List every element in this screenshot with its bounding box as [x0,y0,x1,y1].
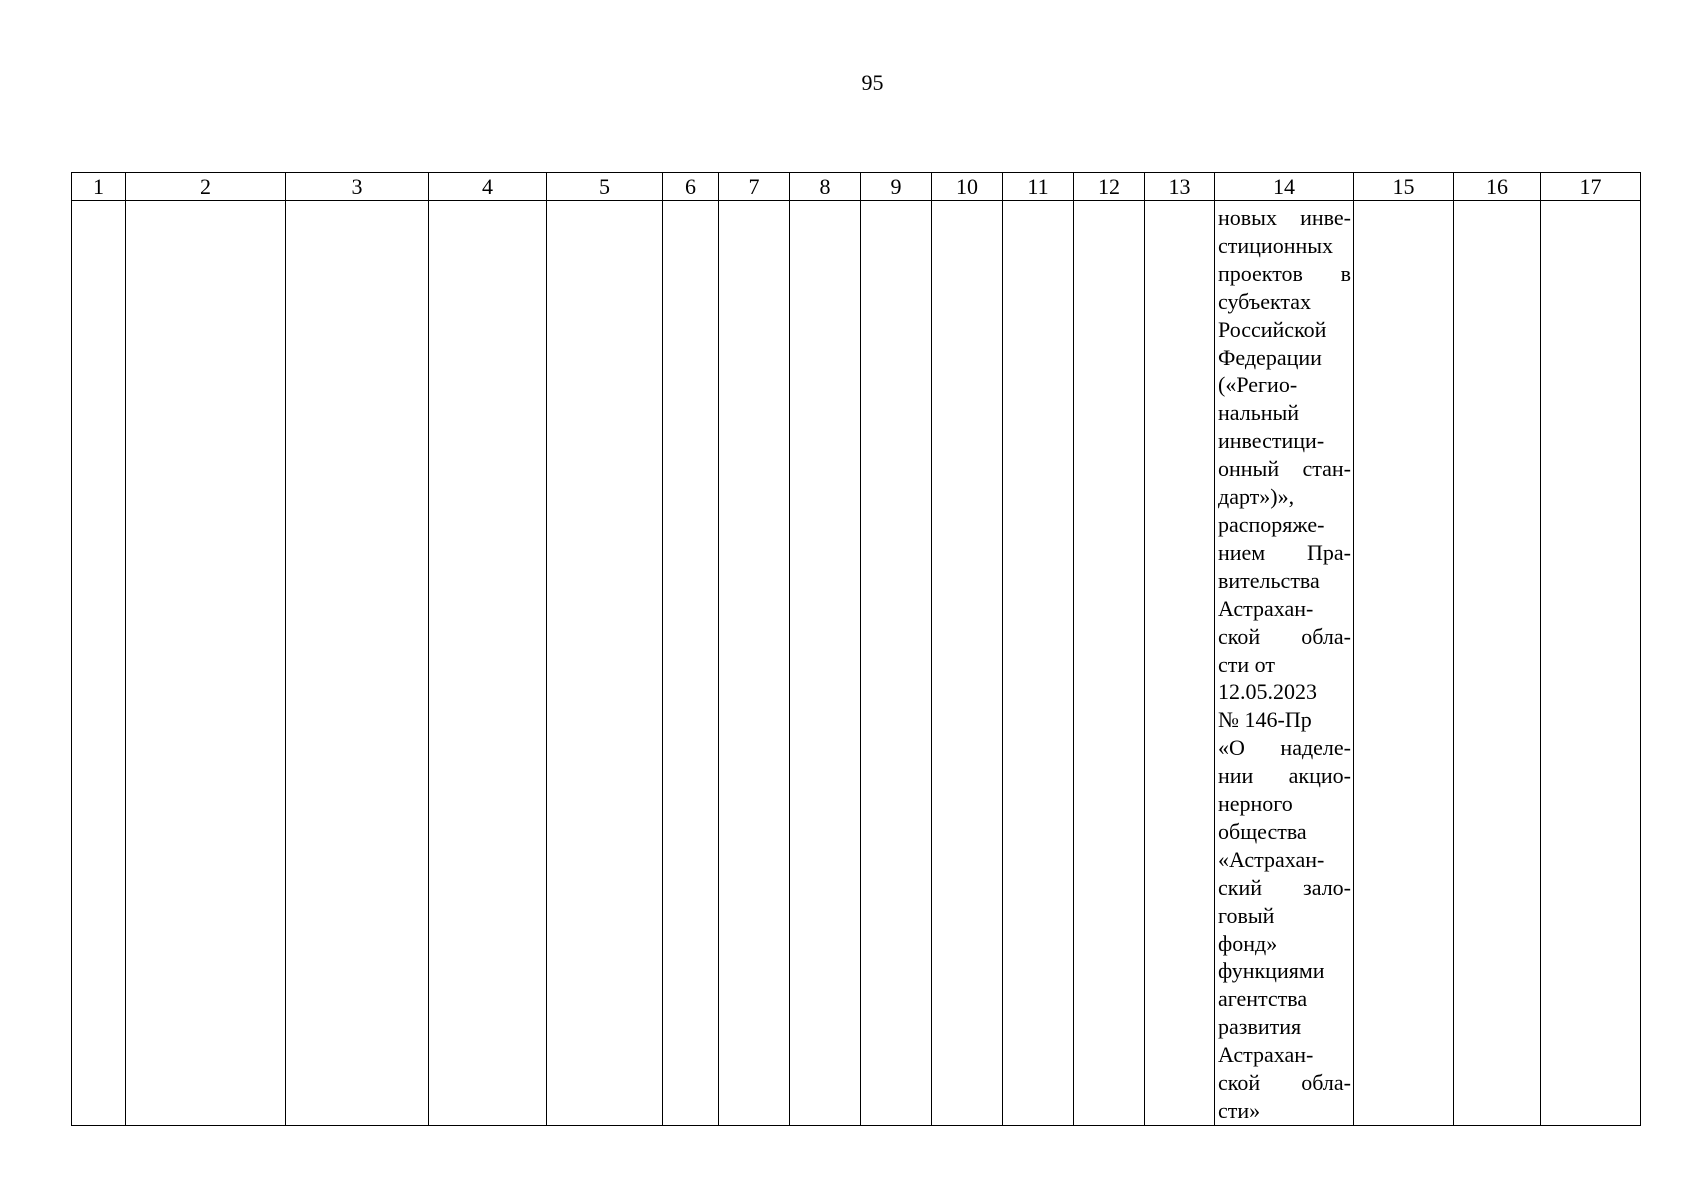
text-line: ской обла- [1218,623,1351,649]
table-cell-col-9 [861,201,932,1126]
table-cell-col-7 [719,201,790,1126]
table-cell-col-3 [286,201,429,1126]
page-number: 95 [861,70,884,95]
column-header-16: 16 [1454,173,1541,201]
column-header-12: 12 [1074,173,1145,201]
table-cell-col-11 [1003,201,1074,1126]
column-header-14: 14 [1215,173,1354,201]
table-cell-col-4 [429,201,547,1126]
column-header-11: 11 [1003,173,1074,201]
column-header-1: 1 [72,173,126,201]
table-cell-col-10 [932,201,1003,1126]
text-line: проектов в [1218,260,1351,286]
table-cell-col-8 [790,201,861,1126]
column-header-9: 9 [861,173,932,201]
column-header-2: 2 [126,173,286,201]
text-line: фонд» [1218,930,1278,956]
text-line: сти от [1218,651,1275,677]
text-line: общества [1218,818,1307,844]
text-line: нием Пра- [1218,539,1351,565]
text-line: стиционных [1218,232,1334,258]
text-line: субъектах [1218,288,1312,314]
column-header-5: 5 [547,173,663,201]
text-line: «Астрахан- [1218,846,1325,872]
column-header-8: 8 [790,173,861,201]
header-row [72,173,1641,201]
text-line: новых инве- [1218,205,1351,230]
column-header-10: 10 [932,173,1003,201]
table-cell-col-13 [1145,201,1215,1126]
text-line: развития [1218,1014,1302,1040]
column-header-6: 6 [663,173,719,201]
text-line: Российской [1218,316,1327,342]
table-row [72,201,1641,1126]
table-cell-col-12 [1074,201,1145,1126]
text-line: «О наделе- [1218,735,1351,761]
text-line: нерного [1218,791,1293,817]
document-table [71,172,1641,1126]
table-cell-col-2 [126,201,286,1126]
text-line: Астрахан- [1218,1042,1314,1068]
text-line: агентства [1218,986,1308,1012]
column-header-17: 17 [1541,173,1641,201]
column-header-3: 3 [286,173,429,201]
text-line: ский зало- [1218,874,1351,900]
text-line: онный стан- [1218,456,1351,482]
text-line: распоряже- [1218,511,1325,537]
text-line: вительства [1218,567,1320,593]
text-line: Астрахан- [1218,595,1314,621]
column-header-4: 4 [429,173,547,201]
text-line: Федерации [1218,344,1322,370]
text-line: дарт»)», [1218,484,1295,510]
text-line: нии акцио- [1218,763,1351,789]
text-line: нальный [1218,400,1300,426]
text-line: № 146-Пр [1218,707,1312,733]
text-line: сти» [1218,1098,1261,1123]
table-cell-col-6 [663,201,719,1126]
text-line: говый [1218,902,1275,928]
text-line: ской обла- [1218,1070,1351,1096]
table-cell-col-5 [547,201,663,1126]
column-14-text [1215,201,1353,1125]
column-header-7: 7 [719,173,790,201]
text-line: 12.05.2023 [1218,679,1317,705]
column-header-15: 15 [1354,173,1454,201]
table-cell-col-14 [1215,201,1354,1126]
table-cell-col-1 [72,201,126,1126]
table-cell-col-17 [1541,201,1641,1126]
text-line: инвестици- [1218,428,1325,454]
table-cell-col-16 [1454,201,1541,1126]
text-line: функциями [1218,958,1325,984]
table-cell-col-15 [1354,201,1454,1126]
column-header-13: 13 [1145,173,1215,201]
text-line: («Регио- [1218,372,1298,398]
